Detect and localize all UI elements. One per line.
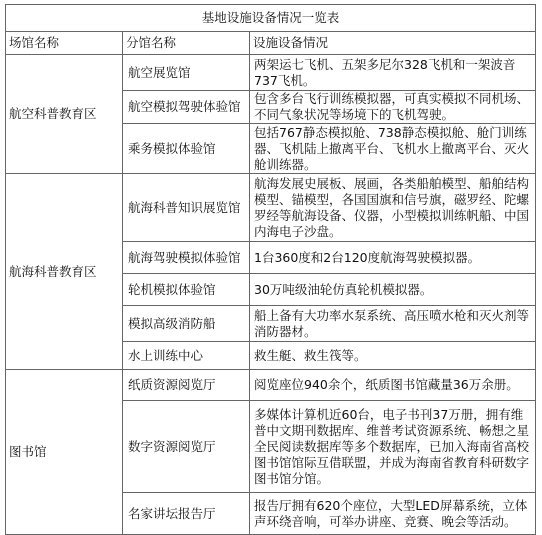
branch-cell: 纸质资源阅览厅 [123,370,250,401]
header-row [6,32,536,55]
header-equipment: 设施设备情况 [250,32,536,55]
venue-cell: 航海科普教育区 [6,174,123,370]
branch-cell: 航海驾驶模拟体验馆 [123,242,250,274]
equipment-cell: 30万吨级油轮仿真轮机模拟器。 [250,274,536,306]
branch-cell: 水上训练中心 [123,342,250,370]
equipment-cell: 航海发展史展板、展画，各类船舶模型、船舶结构模型、锚模型，各国国旗和信号旗，磁罗经、陀螺罗经等航海设备、仪器，小型模拟训练帆船、中国内海电子沙盘。 [250,174,536,242]
equipment-cell: 多媒体计算机近60台，电子书刊37万册，拥有维普中文期刊数据库、维普考试资源系统、畅想之星全民阅读数据库等多个数据库，已加入海南省高校图书馆馆际互借联盟，并成为海南省教育科研数字图书馆分馆。 [250,401,536,493]
equipment-cell: 阅览座位940余个，纸质图书馆藏量36万余册。 [250,370,536,401]
table-row [6,55,536,91]
venue-cell: 图书馆 [6,370,123,535]
branch-cell: 航空展览馆 [123,55,250,91]
title-row [6,5,536,32]
equipment-cell: 救生艇、救生筏等。 [250,342,536,370]
branch-cell: 航空模拟驾驶体验馆 [123,91,250,124]
equipment-cell: 船上备有大功率水泵系统、高压喷水枪和灭火剂等消防器材。 [250,306,536,342]
table-title: 基地设施设备情况一览表 [6,5,536,32]
equipment-cell: 1台360度和2台120度航海驾驶模拟器。 [250,242,536,274]
branch-cell: 数字资源阅览厅 [123,401,250,493]
header-branch: 分馆名称 [123,32,250,55]
venue-cell: 航空科普教育区 [6,55,123,174]
equipment-cell: 包括767静态模拟舱、738静态模拟舱、舱门训练器、飞机陆上撤离平台、飞机水上撤离平台、灭火舱训练器。 [250,124,536,174]
facilities-table [5,4,536,535]
branch-cell: 乘务模拟体验馆 [123,124,250,174]
equipment-cell: 两架运七飞机、五架多尼尔328飞机和一架波音737飞机。 [250,55,536,91]
table-row [6,174,536,242]
header-venue: 场馆名称 [6,32,123,55]
branch-cell: 航海科普知识展览馆 [123,174,250,242]
branch-cell: 轮机模拟体验馆 [123,274,250,306]
branch-cell: 名家讲坛报告厅 [123,493,250,535]
table-row [6,370,536,401]
equipment-cell: 报告厅拥有620个座位，大型LED屏幕系统，立体声环绕音响，可举办讲座、竞赛、晚会等活动。 [250,493,536,535]
equipment-cell: 包含多台飞行训练模拟器，可真实模拟不同机场、不同气象状况等场境下的飞机驾驶。 [250,91,536,124]
branch-cell: 模拟高级消防船 [123,306,250,342]
